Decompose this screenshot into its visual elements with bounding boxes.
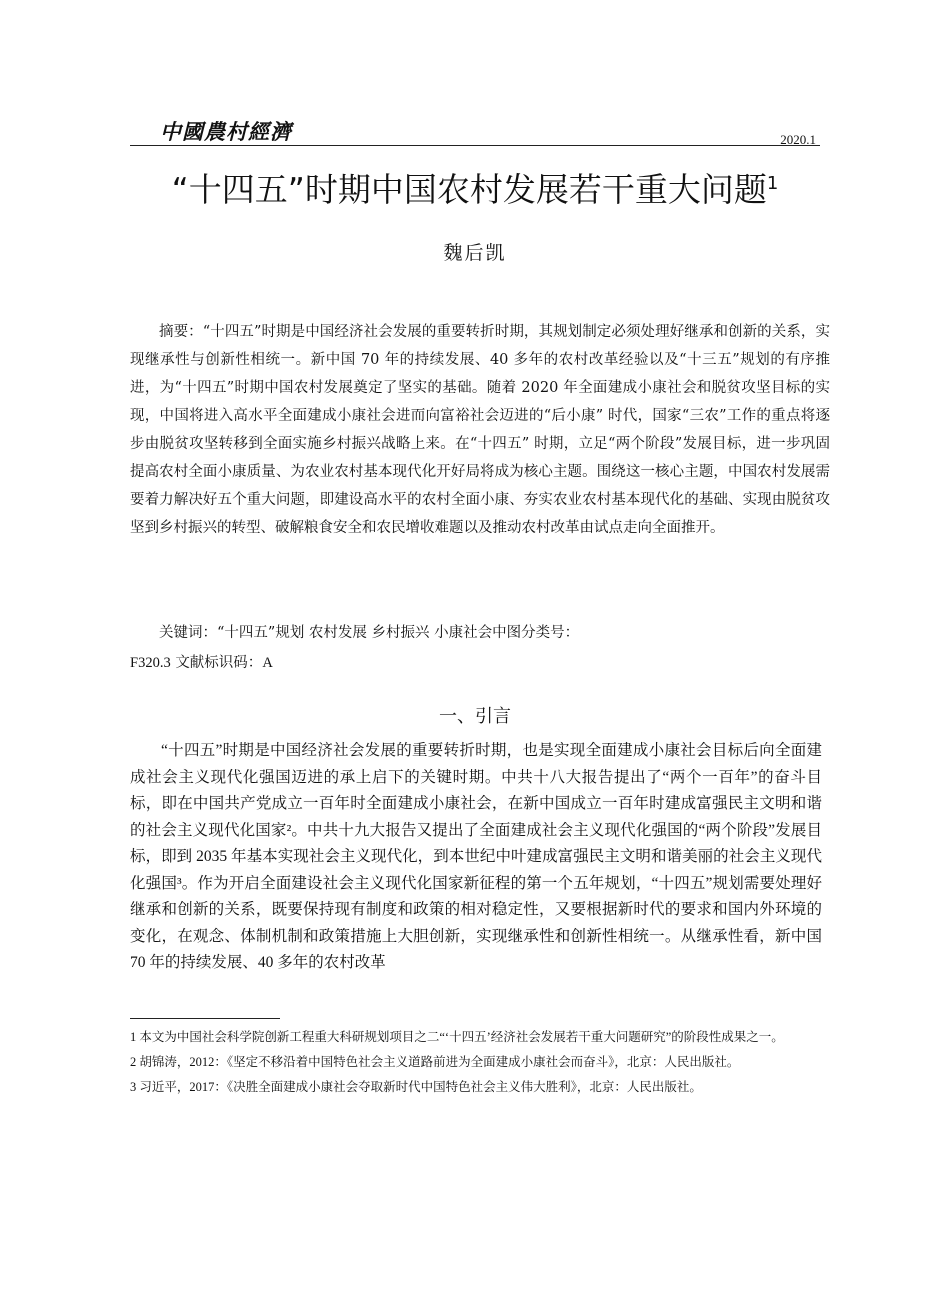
keywords-text: “十四五”规划 农村发展 乡村振兴 小康社会 [217, 625, 493, 641]
footnote-3: 3 习近平，2017：《决胜全面建成小康社会夺取新时代中国特色社会主义伟大胜利》，北京：人民出版社。 [130, 1080, 702, 1094]
keywords-label: 关键词： [159, 625, 217, 641]
clc-label: 中图分类号： [492, 625, 580, 641]
footnotes [130, 1028, 825, 1103]
body-paragraph: “十四五”时期是中国经济社会发展的重要转折时期，也是实现全面建成小康社会目标后向全面建成社会主义现代化强国迈进的承上启下的关键时期。中共十八大报告提出了“两个一百年”的奋斗目标，即在中国共产党成立一百年时全面建成小康社会，在新中国成立一百年时建成富强民主文明和谐的社会主义现代化国家²。中共十九大报告又提出了全面建成社会主义现代化强国的“两个阶段”发展目标，即到 2035 年基本实现社会主义现代化，到本世纪中叶建成富强民主文明和谐美丽的社会主义现代化强国³。作为开启全面建设社会主义现代化国家新征程的第一个五年规划，“十四五”规划需要处理好继承和创新的关系，既要保持现有制度和政策的相对稳定性，又要根据新时代的要求和国内外环境的变化，在观念、体制机制和政策措施上大胆创新，实现继承性和创新性相统一。从继承性看，新中国 70 年的持续发展、40 多年的农村改革 [130, 742, 822, 971]
author: 魏后凯 [443, 242, 507, 264]
abstract-label: 摘要： [159, 324, 203, 340]
section-heading: 一、引言 [439, 706, 511, 727]
clc-value: F320.3 [130, 655, 171, 671]
keywords [130, 618, 830, 678]
abstract [130, 318, 830, 542]
doc-code-value: A [262, 655, 273, 671]
title-footnote-mark[interactable]: 1 [766, 173, 779, 194]
paper-title [0, 164, 950, 211]
doc-code-label: 文献标识码： [175, 655, 263, 671]
header-rule [130, 145, 820, 146]
footnote-rule [130, 1018, 280, 1019]
paper-title-text: “十四五”时期中国农村发展若干重大问题 [171, 170, 767, 209]
footnote-2: 2 胡锦涛，2012：《坚定不移沿着中国特色社会主义道路前进为全面建成小康社会而奋斗》，北京：人民出版社。 [130, 1055, 740, 1069]
footnote-1: 1 本文为中国社会科学院创新工程重大科研规划项目之二“‘十四五’经济社会发展若干重大问题研究”的阶段性成果之一。 [130, 1030, 784, 1044]
issue-number: 2020.1 [780, 132, 816, 147]
page-header [130, 112, 820, 146]
abstract-text: “十四五”时期是中国经济社会发展的重要转折时期，其规划制定必须处理好继承和创新的关系，实现继承性与创新性相统一。新中国 70 年的持续发展、40 多年的农村改革经验以及“十三五”规划的有序推进，为“十四五”时期中国农村发展奠定了坚实的基础。随着 2020 年全面建成小康社会和脱贫攻坚目标的实现，中国将进入高水平全面建成小康社会进而向富裕社会迈进的“后小康” 时代，国家“三农”工作的重点将逐步由脱贫攻坚转移到全面实施乡村振兴战略上来。在“十四五” 时期，立足“两个阶段”发展目标，进一步巩固提高农村全面小康质量、为农业农村基本现代化开好局将成为核心主题。围绕这一核心主题，中国农村发展需要着力解决好五个重大问题，即建设高水平的农村全面小康、夯实农业农村基本现代化的基础、实现由脱贫攻坚到乡村振兴的转型、破解粮食安全和农民增收难题以及推动农村改革由试点走向全面推开。 [130, 324, 831, 536]
journal-logo: 中國農村經濟 [160, 120, 292, 144]
